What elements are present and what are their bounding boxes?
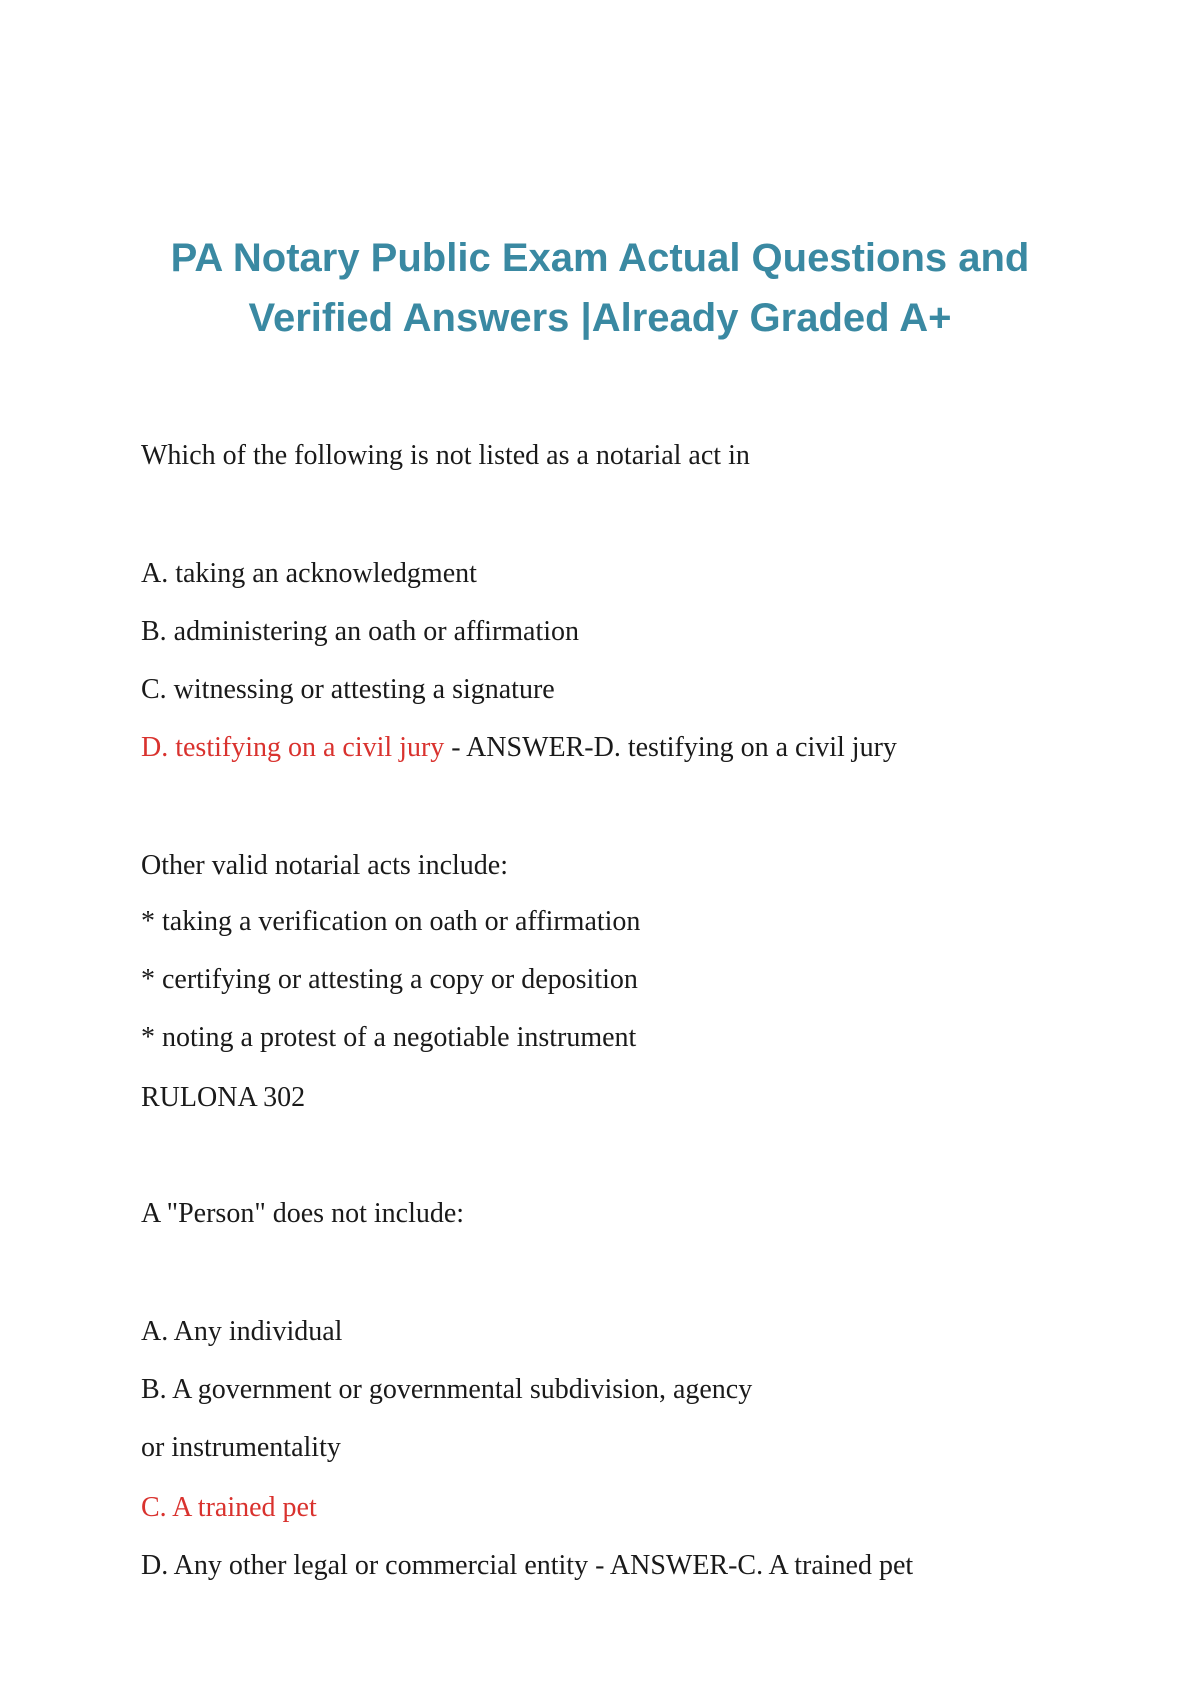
question-1-bullet-2: * certifying or attesting a copy or deposition: [141, 964, 638, 995]
question-1-option-d-highlighted: D. testifying on a civil jury: [141, 732, 445, 763]
question-1-bullet-3: * noting a protest of a negotiable instrument: [141, 1022, 637, 1053]
question-2-option-d-row: [141, 1548, 913, 1584]
question-1-reference: RULONA 302: [141, 1082, 306, 1113]
question-1-explanation-intro: Other valid notarial acts include:: [141, 850, 508, 881]
question-2-option-d: D. Any other legal or commercial entity: [141, 1550, 589, 1581]
document-title: [0, 228, 1200, 348]
question-1-text: Which of the following is not listed as a notarial act in: [141, 440, 750, 471]
question-1-option-d-row: [141, 730, 897, 766]
question-2-answer: - ANSWER-C. A trained pet: [588, 1550, 914, 1581]
question-1-option-c: C. witnessing or attesting a signature: [141, 674, 555, 705]
question-2-text: A "Person" does not include:: [141, 1198, 465, 1229]
question-2-option-b-line-1: B. A government or governmental subdivision, agency: [141, 1374, 753, 1405]
title-line-1: PA Notary Public Exam Actual Questions and: [170, 236, 1030, 280]
question-1-option-a: A. taking an acknowledgment: [141, 558, 477, 589]
question-1-option-b: B. administering an oath or affirmation: [141, 616, 580, 647]
question-2-option-c-highlighted: C. A trained pet: [141, 1492, 317, 1523]
question-1-answer: - ANSWER-D. testifying on a civil jury: [444, 732, 897, 763]
question-2-option-a: A. Any individual: [141, 1316, 343, 1347]
question-1-bullet-1: * taking a verification on oath or affirmation: [141, 906, 641, 937]
question-2-option-b-line-2: or instrumentality: [141, 1432, 341, 1463]
title-line-2: Verified Answers |Already Graded A+: [248, 296, 952, 340]
